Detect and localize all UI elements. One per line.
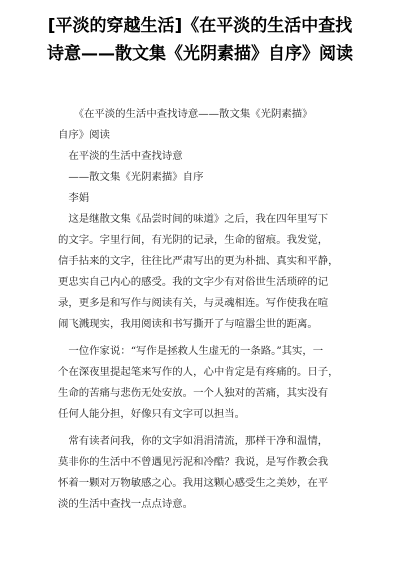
text-line: 怀着一颗对万物敏感之心。我用这颗心感受生之美妙，在平 [58,477,329,489]
text-line: 《在平淡的生活中查找诗意——散文集《光阴素描》 [58,108,313,120]
text-line: 在平淡的生活中查找诗意 [58,150,183,162]
text-line: 一位作家说：“写作是拯救人生虚无的一条路。”其实，一 [58,345,324,357]
text-line: 莫非你的生活中不曾遇见污泥和冷酷？我说，是写作教会我 [58,456,329,468]
text-line: 淡的生活中查找一点点诗意。 [58,498,194,510]
text-line: ——散文集《光阴素描》自序 [58,171,204,183]
text-line: 常有读者问我，你的文字如涓涓清流，那样干净和温情， [58,435,329,447]
text-line: 闹飞溅现实，我用阅读和书写撕开了与喧嚣尘世的距离。 [58,318,318,330]
text-line: 生命的苦痛与悲伤无处安放。一个人独对的苦痛，其实没有 [58,387,329,399]
text-line: 自序》阅读 [58,129,110,141]
text-line: 这是继散文集《品尝时间的味道》之后，我在四年里写下 [58,213,329,225]
text-line: 个在深夜里提起笔来写作的人，心中肯定是有疼痛的。日子， [58,366,339,378]
document-body [58,104,364,515]
text-line: 信手拈来的文字，往往比严肃写出的更为朴拙、真实和平静， [58,255,339,267]
author-line: 李娟 [58,192,90,204]
title-line-2: 诗意——散文集《光阴素描》自序》阅读 [47,44,353,64]
text-line: 更忠实自己内心的感受。我的文字少有对俗世生活琐碎的记 [58,276,329,288]
text-line: 任何人能分担，好像只有文字可以担当。 [58,408,246,420]
document-title [20,12,380,68]
text-line: 的文字。字里行间，有光阴的记录，生命的留痕。我发觉， [58,234,329,246]
title-line-1: [平淡的穿越生活]《在平淡的生活中查找 [47,16,353,36]
text-line: 录，更多是和写作与阅读有关，与灵魂相连。写作使我在喧 [58,297,329,309]
